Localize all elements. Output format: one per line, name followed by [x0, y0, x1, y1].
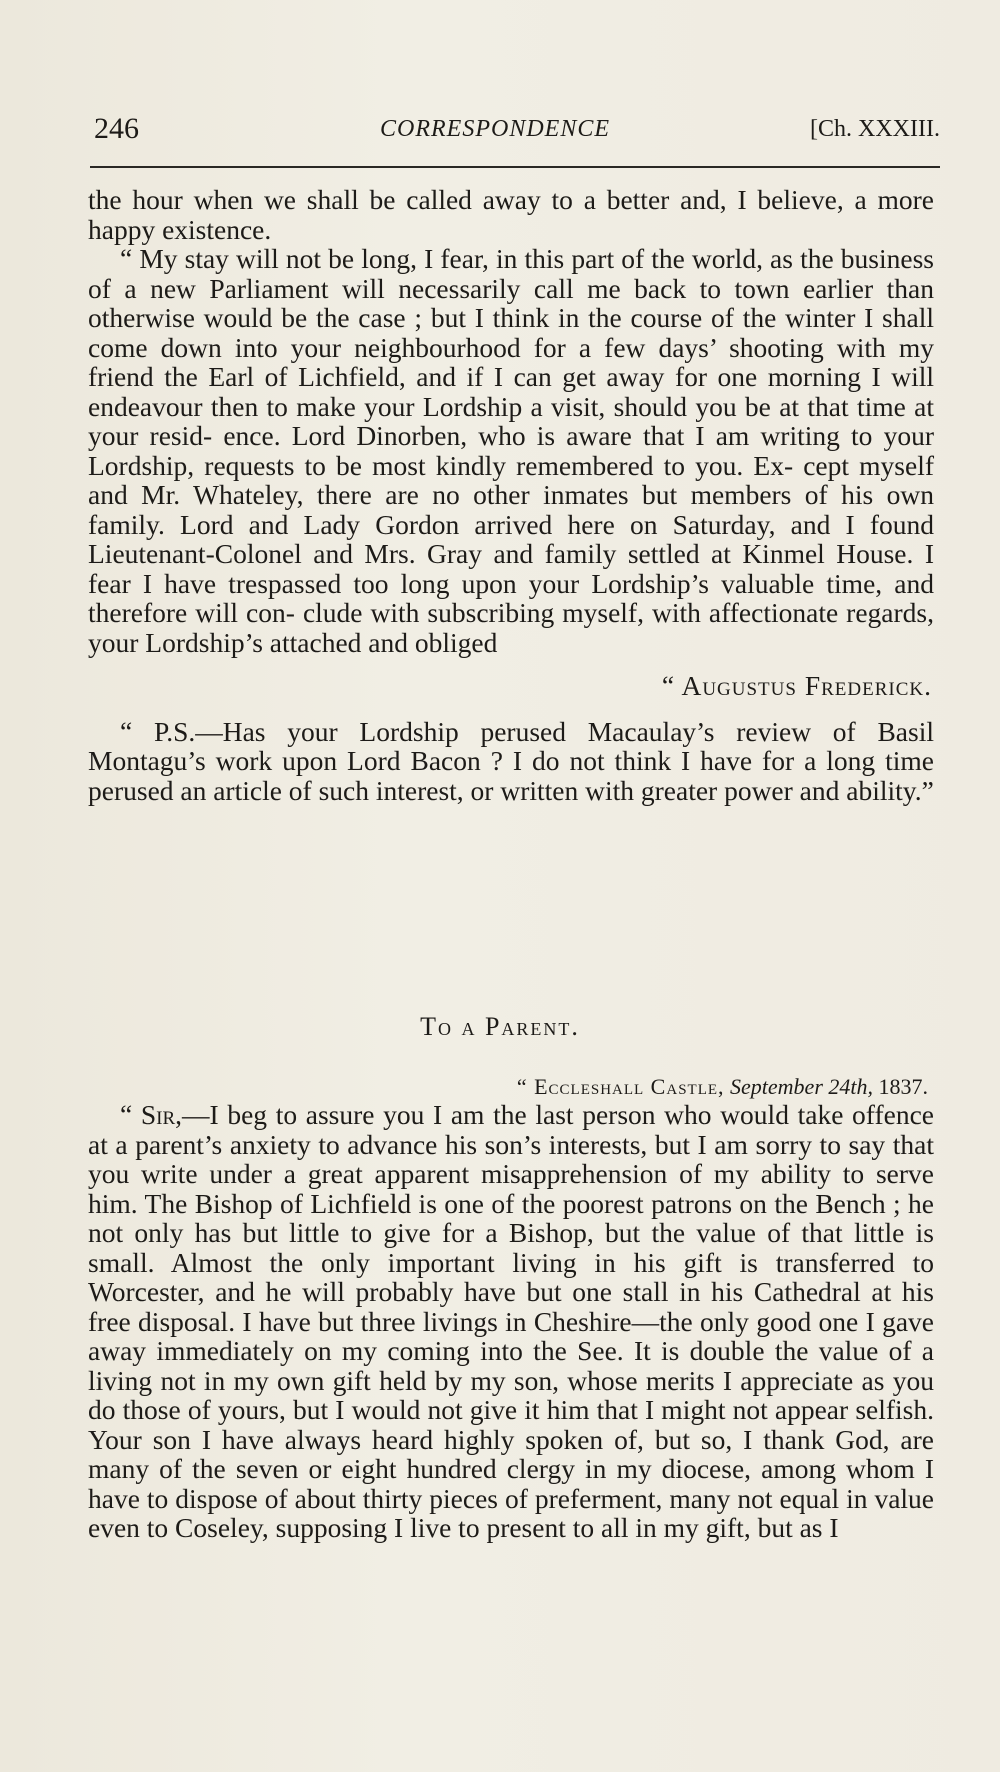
letter-paragraph: “ My stay will not be long, I fear, in this part of the world, as the business of a new Parliament will necessarily call me back to town earlier than otherwise would be the case ; but I think in the course of the winter I shall come down into your neighbourhood for a few days’ shooting with my friend the Earl of Lichfield, and if I can get away for one morning I will endeavour then to make your Lordship a visit, should you be at that time at your resid- ence. Lord Dinorben, who is aware that I am writing to your Lordship, requests to be most kindly remembered to you. Ex- cept myself and Mr. Whateley, there are no other inmates but members of his own family. Lord and Lady Gordon arrived here on Saturday, and I found Lieutenant-Colonel and Mrs. Gray and family settled at Kinmel House. I fear I have trespassed too long upon your Lordship’s valuable time, and therefore will con- clude with subscribing myself, with affectionate regards, your Lordship’s attached and obliged: [88, 243, 934, 658]
header-rule: [90, 166, 940, 168]
continuation-text: the hour when we shall be called away to a better and, I believe, a more happy existence.: [88, 184, 934, 245]
running-title: CORRESPONDENCE: [380, 116, 610, 142]
salutation: “ Sir,: [120, 1099, 183, 1130]
letter-to-a-parent: [88, 1100, 934, 1543]
chapter-reference: [Ch. XXXIII.: [810, 116, 940, 142]
postscript: “ P.S.—Has your Lordship perused Macaulay’s review of Basil Montagu’s work upon Lord Bacon ? I do not think I have for a long time perused an article of such interest, or written with greater power and ability.”: [88, 715, 934, 806]
dateline-year: 1837.: [878, 1074, 928, 1099]
letter-augustus-frederick: [88, 185, 934, 805]
letter-signature: “ Augustus Frederick.: [661, 670, 932, 701]
dateline-place: “ Eccleshall Castle,: [516, 1074, 725, 1099]
page-number: 246: [94, 112, 139, 145]
letter-body: —I beg to assure you I am the last person who would take offence at a parent’s anxiety to advance his son’s interests, but I am sorry to say that you write under a great apparent misapprehension of my ability to serve him. The Bishop of Lichfield is one of the poorest patrons on the Bench ; he not only has but little to give for a Bishop, but the value of that little is small. Almost the only important living in his gift is transferred to Worcester, and he will probably have but one stall in his Cathedral at his free disposal. I have but three livings in Cheshire—the only good one I gave away immediately on my coming into the See. It is double the value of a living not in my own gift held by my son, whose merits I appreciate as you do those of yours, but I would not give it him that I might not appear selfish. Your son I have always heard highly spoken of, but so, I thank God, are many of the seven or eight hundred clergy in my diocese, among whom I have to dispose of about thirty pieces of preferment, many not equal in value even to Coseley, supposing I live to present to all in my gift, but as I: [88, 1099, 934, 1543]
page-header: [90, 112, 940, 152]
dateline-date: September 24th,: [730, 1074, 873, 1099]
letter-paragraph: [88, 1100, 934, 1543]
dateline: [517, 1074, 928, 1100]
section-heading: To a Parent.: [420, 1012, 580, 1041]
